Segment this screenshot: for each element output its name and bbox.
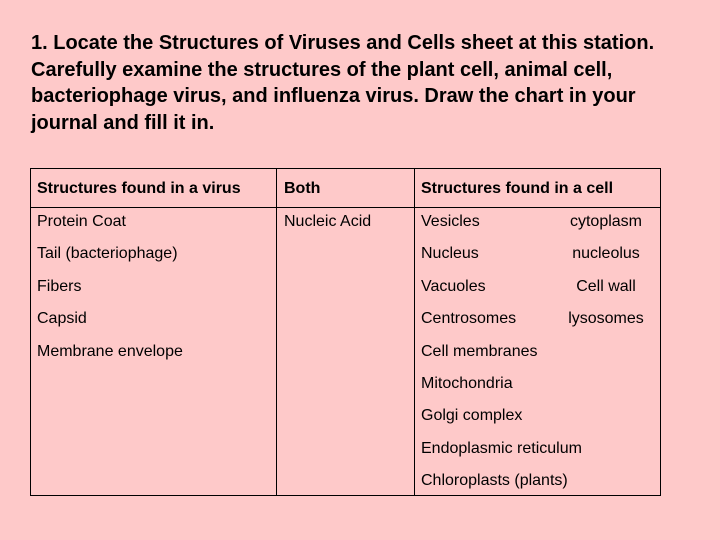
list-item: lysosomes (568, 310, 644, 328)
list-item: cytoplasm (569, 213, 643, 230)
list-item: nucleolus (572, 245, 640, 263)
cell-column (414, 169, 660, 495)
virus-column (31, 169, 276, 495)
list-item: Capsid (37, 310, 87, 328)
list-item: Fibers (37, 277, 82, 295)
list-item: Cell wall (576, 277, 636, 295)
list-item: Membrane envelope (37, 342, 183, 360)
list-item: Golgi complex (421, 407, 523, 425)
cell-column-header: Structures found in a cell (421, 180, 614, 197)
list-item: Mitochondria (421, 374, 513, 392)
cell-structures-list-secondary (556, 212, 656, 342)
both-column-header: Both (284, 180, 321, 197)
both-column (276, 169, 414, 495)
list-item: Chloroplasts (plants) (421, 472, 568, 490)
list-item: Nucleic Acid (284, 213, 372, 230)
list-item: Vacuoles (421, 277, 486, 295)
list-item: Protein Coat (37, 213, 126, 230)
virus-structures-list (31, 212, 276, 374)
instruction-text: 1. Locate the Structures of Viruses and Cells sheet at this station. Carefully examine the structures of the plant cell, animal cell, bacteriophage virus, and influenza virus. Draw the chart in your journal and fill it in. (31, 32, 655, 134)
list-item: Centrosomes (421, 310, 517, 328)
list-item: Nucleus (421, 245, 479, 263)
list-item: Vesicles (421, 213, 480, 230)
structures-chart (30, 168, 661, 496)
both-structures-list (276, 212, 414, 244)
list-item: Endoplasmic reticulum (421, 439, 582, 457)
list-item: Tail (bacteriophage) (37, 245, 178, 263)
virus-column-header: Structures found in a virus (37, 180, 241, 197)
list-item: Cell membranes (421, 342, 538, 360)
